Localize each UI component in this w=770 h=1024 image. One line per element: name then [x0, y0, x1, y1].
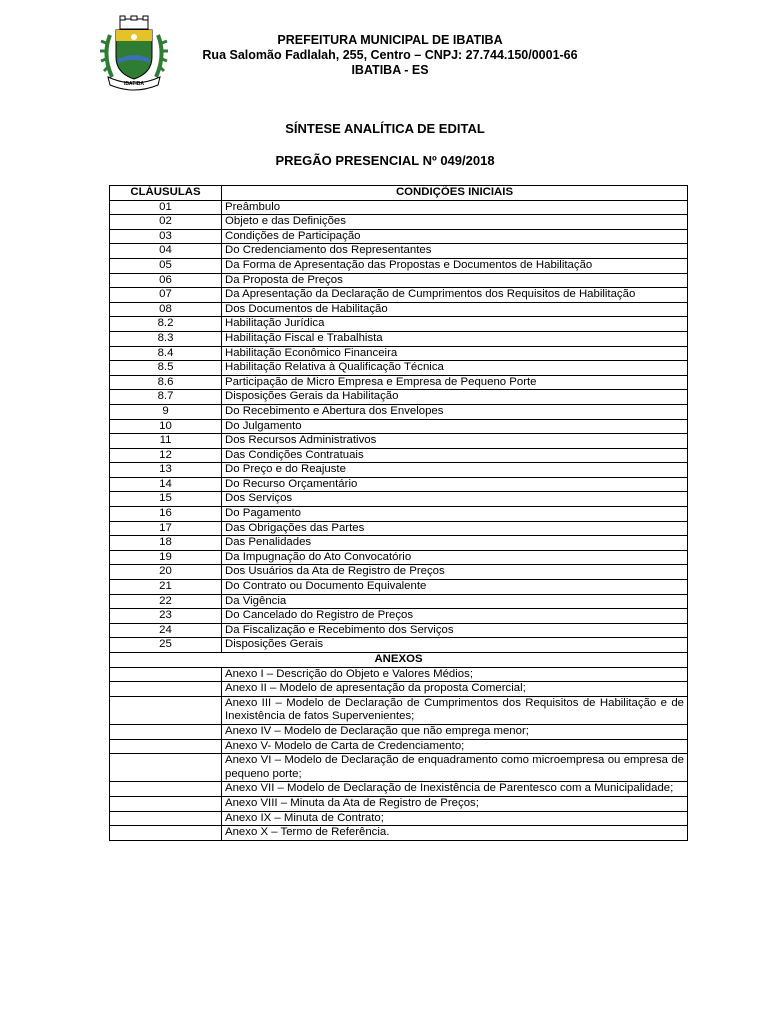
annex-blank-cell — [110, 754, 222, 782]
annex-row — [110, 754, 688, 782]
annex-row — [110, 826, 688, 841]
clauses-table — [109, 185, 688, 841]
clause-description: Preâmbulo — [222, 200, 688, 215]
clause-number: 06 — [110, 273, 222, 288]
table-row — [110, 258, 688, 273]
clause-number: 23 — [110, 609, 222, 624]
annex-row — [110, 811, 688, 826]
clause-description: Condições de Participação — [222, 229, 688, 244]
clause-number: 8.6 — [110, 375, 222, 390]
table-row — [110, 623, 688, 638]
table-header-row — [110, 186, 688, 201]
table-row — [110, 288, 688, 303]
annex-row — [110, 724, 688, 739]
annexes-body — [110, 653, 688, 841]
table-row — [110, 419, 688, 434]
clause-number: 11 — [110, 434, 222, 449]
clause-number: 22 — [110, 594, 222, 609]
table-row — [110, 507, 688, 522]
table-row — [110, 565, 688, 580]
annex-heading-row — [110, 653, 688, 668]
clause-description: Do Contrato ou Documento Equivalente — [222, 580, 688, 595]
letterhead — [160, 33, 620, 78]
clause-description: Do Pagamento — [222, 507, 688, 522]
annex-blank-cell — [110, 696, 222, 724]
table-row — [110, 302, 688, 317]
clause-number: 13 — [110, 463, 222, 478]
clause-description: Do Recebimento e Abertura dos Envelopes — [222, 404, 688, 419]
clause-number: 20 — [110, 565, 222, 580]
clause-description: Dos Documentos de Habilitação — [222, 302, 688, 317]
annex-item: Anexo VI – Modelo de Declaração de enquadramento como microempresa ou empresa de pequeno porte; — [222, 754, 688, 782]
table-row — [110, 390, 688, 405]
clause-description: Participação de Micro Empresa e Empresa de Pequeno Porte — [222, 375, 688, 390]
annex-item: Anexo IV – Modelo de Declaração que não emprega menor; — [222, 724, 688, 739]
table-row — [110, 404, 688, 419]
clause-number: 8.2 — [110, 317, 222, 332]
clause-description: Da Proposta de Preços — [222, 273, 688, 288]
column-header-condicoes: CONDIÇÕES INICIAIS — [222, 186, 688, 201]
clause-number: 17 — [110, 521, 222, 536]
table-row — [110, 244, 688, 259]
clause-description: Dos Usuários da Ata de Registro de Preços — [222, 565, 688, 580]
clause-description: Objeto e das Definições — [222, 215, 688, 230]
annex-row — [110, 796, 688, 811]
municipality-name: PREFEITURA MUNICIPAL DE IBATIBA — [277, 33, 503, 47]
table-row — [110, 215, 688, 230]
annex-item: Anexo III – Modelo de Declaração de Cumprimentos dos Requisitos de Habilitação e de Inexistência de fatos Supervenientes; — [222, 696, 688, 724]
table-row — [110, 638, 688, 653]
annex-blank-cell — [110, 826, 222, 841]
table-row — [110, 375, 688, 390]
clause-description: Disposições Gerais — [222, 638, 688, 653]
clause-description: Das Obrigações das Partes — [222, 521, 688, 536]
document-title: SÍNTESE ANALÍTICA DE EDITAL — [285, 121, 485, 136]
clause-number: 16 — [110, 507, 222, 522]
clause-description: Do Cancelado do Registro de Preços — [222, 609, 688, 624]
clause-number: 12 — [110, 448, 222, 463]
annex-item: Anexo IX – Minuta de Contrato; — [222, 811, 688, 826]
annex-row — [110, 682, 688, 697]
clause-description: Da Impugnação do Ato Convocatório — [222, 550, 688, 565]
clause-description: Da Fiscalização e Recebimento dos Serviços — [222, 623, 688, 638]
clause-number: 19 — [110, 550, 222, 565]
annex-blank-cell — [110, 811, 222, 826]
clauses-body — [110, 200, 688, 652]
clause-number: 10 — [110, 419, 222, 434]
clause-number: 14 — [110, 477, 222, 492]
clause-description: Da Apresentação da Declaração de Cumprimentos dos Requisitos de Habilitação — [222, 288, 688, 303]
table-row — [110, 229, 688, 244]
annex-row — [110, 667, 688, 682]
table-row — [110, 521, 688, 536]
clause-number: 04 — [110, 244, 222, 259]
annex-row — [110, 782, 688, 797]
clause-description: Disposições Gerais da Habilitação — [222, 390, 688, 405]
clause-number: 01 — [110, 200, 222, 215]
annex-blank-cell — [110, 796, 222, 811]
table-row — [110, 200, 688, 215]
clause-number: 07 — [110, 288, 222, 303]
clause-number: 24 — [110, 623, 222, 638]
clause-number: 02 — [110, 215, 222, 230]
clause-description: Do Credenciamento dos Representantes — [222, 244, 688, 259]
table-row — [110, 448, 688, 463]
table-row — [110, 273, 688, 288]
column-header-clausulas: CLÁUSULAS — [110, 186, 222, 201]
table-row — [110, 463, 688, 478]
clause-description: Do Preço e do Reajuste — [222, 463, 688, 478]
crest-ribbon-text: IBATIBA — [124, 81, 144, 87]
table-row — [110, 594, 688, 609]
clause-number: 8.7 — [110, 390, 222, 405]
annex-heading: ANEXOS — [110, 653, 688, 668]
clause-number: 8.5 — [110, 361, 222, 376]
annex-blank-cell — [110, 782, 222, 797]
table-row — [110, 477, 688, 492]
document-subtitle: PREGÃO PRESENCIAL Nº 049/2018 — [275, 153, 495, 168]
clause-number: 03 — [110, 229, 222, 244]
annex-blank-cell — [110, 667, 222, 682]
address-line: Rua Salomão Fadlalah, 255, Centro – CNPJ: 27.744.150/0001-66 — [202, 48, 578, 62]
clause-number: 15 — [110, 492, 222, 507]
annex-item: Anexo II – Modelo de apresentação da proposta Comercial; — [222, 682, 688, 697]
annex-row — [110, 696, 688, 724]
annex-blank-cell — [110, 724, 222, 739]
annex-item: Anexo X – Termo de Referência. — [222, 826, 688, 841]
clause-description: Dos Recursos Administrativos — [222, 434, 688, 449]
clause-number: 05 — [110, 258, 222, 273]
annex-blank-cell — [110, 739, 222, 754]
table-row — [110, 346, 688, 361]
annex-row — [110, 739, 688, 754]
clause-number: 8.3 — [110, 331, 222, 346]
table-row — [110, 492, 688, 507]
table-row — [110, 331, 688, 346]
clause-description: Do Recurso Orçamentário — [222, 477, 688, 492]
annex-item: Anexo V- Modelo de Carta de Credenciamento; — [222, 739, 688, 754]
table-row — [110, 317, 688, 332]
clause-number: 08 — [110, 302, 222, 317]
clause-description: Do Julgamento — [222, 419, 688, 434]
clause-description: Habilitação Relativa à Qualificação Técnica — [222, 361, 688, 376]
clause-number: 21 — [110, 580, 222, 595]
table-row — [110, 361, 688, 376]
clause-description: Habilitação Econômico Financeira — [222, 346, 688, 361]
clause-number: 9 — [110, 404, 222, 419]
clause-description: Da Forma de Apresentação das Propostas e Documentos de Habilitação — [222, 258, 688, 273]
clause-description: Das Condições Contratuais — [222, 448, 688, 463]
city-line: IBATIBA - ES — [351, 63, 429, 77]
table-row — [110, 580, 688, 595]
clause-description: Habilitação Fiscal e Trabalhista — [222, 331, 688, 346]
clause-description: Habilitação Jurídica — [222, 317, 688, 332]
clause-number: 8.4 — [110, 346, 222, 361]
table-row — [110, 434, 688, 449]
clause-number: 25 — [110, 638, 222, 653]
table-row — [110, 536, 688, 551]
annex-item: Anexo I – Descrição do Objeto e Valores Médios; — [222, 667, 688, 682]
annex-item: Anexo VIII – Minuta da Ata de Registro de Preços; — [222, 796, 688, 811]
municipal-crest-icon — [100, 15, 168, 91]
annex-item: Anexo VII – Modelo de Declaração de Inexistência de Parentesco com a Municipalidade; — [222, 782, 688, 797]
clause-number: 18 — [110, 536, 222, 551]
clause-description: Dos Serviços — [222, 492, 688, 507]
annex-blank-cell — [110, 682, 222, 697]
clause-description: Das Penalidades — [222, 536, 688, 551]
clause-description: Da Vigência — [222, 594, 688, 609]
table-row — [110, 550, 688, 565]
table-row — [110, 609, 688, 624]
